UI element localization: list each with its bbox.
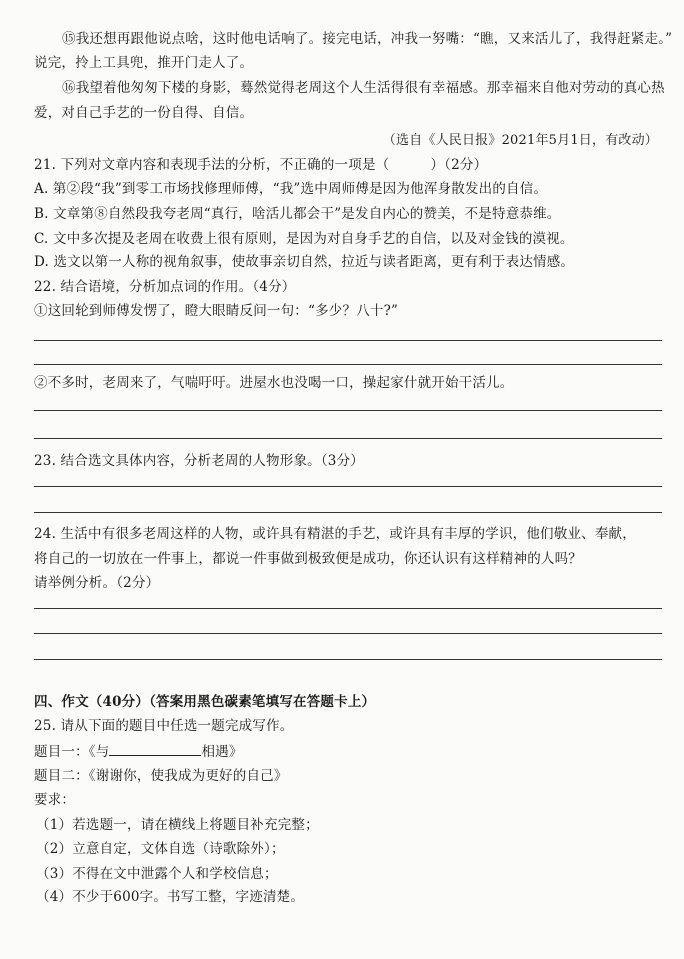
question-23-stem: 23. 结合选文具体内容，分析老周的人物形象。（3分）	[34, 453, 364, 469]
answer-line[interactable]	[34, 438, 662, 439]
question-22-stem: 22. 结合语境，分析加点词的作用。（4分）	[34, 279, 296, 295]
question-22-item-2: ②不多时，老周来了，气喘吁吁。进屋水也没喝一口，操起家什就开始干活儿。	[34, 375, 514, 391]
answer-line[interactable]	[34, 486, 662, 487]
paragraph-16-line-2: 爱，对自己手艺的一份自得、自信。	[34, 105, 254, 121]
requirement-2: （2）立意自定，文体自选（诗歌除外）；	[36, 841, 285, 857]
paragraph-16-line-1: ⑯我望着他匆匆下楼的身影，蓦然觉得老周这个人生活得很有幸福感。那幸福来自他对劳动的真心热	[62, 80, 665, 96]
requirements-label: 要求：	[34, 792, 76, 808]
question-24-line-1: 24. 生活中有很多老周这样的人物，或许具有精湛的手艺，或许具有丰厚的学识，他们敬业、奉献，	[34, 526, 636, 542]
essay-topic-1-suffix: 相遇》	[201, 744, 243, 760]
question-22-item-1: ①这回轮到师傅发愣了，瞪大眼睛反问一句：“多少？八十?”	[34, 303, 399, 319]
paragraph-15-line-1: ⑮我还想再跟他说点啥，这时他电话响了。接完电话，冲我一努嘴：“瞧，又来活儿了，我得赶紧走。”	[62, 31, 673, 47]
requirement-4: （4）不少于600字。书写工整，字迹清楚。	[36, 889, 305, 905]
essay-topic-1	[34, 743, 243, 761]
answer-line[interactable]	[34, 608, 662, 609]
essay-topic-2: 题目二：《谢谢你，使我成为更好的自己》	[34, 768, 288, 784]
question-21-option-b: B. 文章第⑧自然段我夸老周“真行，啥活儿都会干”是发自内心的赞美，不是特意恭维。	[34, 206, 561, 222]
question-24-line-3: 请举例分析。（2分）	[34, 575, 160, 591]
question-21-option-a: A. 第②段“我”到零工市场找修理师傅，“我”选中周师傅是因为他浑身散发出的自信。	[34, 181, 548, 197]
essay-section-heading: 四、作文（40分）（答案用黑色碳素笔填写在答题卡上）	[34, 694, 376, 710]
question-24-line-2: 将自己的一切放在一件事上，都说一件事做到极致便是成功，你还认识有这样精神的人吗？	[34, 551, 582, 567]
requirement-1: （1）若选题一，请在横线上将题目补充完整；	[36, 817, 319, 833]
article-source: （选自《人民日报》2021年5月1日，有改动）	[382, 133, 658, 148]
answer-line[interactable]	[34, 633, 662, 634]
requirement-3: （3）不得在文中泄露个人和学校信息；	[36, 866, 278, 882]
answer-line[interactable]	[34, 659, 662, 660]
answer-line[interactable]	[34, 340, 662, 341]
answer-line[interactable]	[34, 364, 662, 365]
question-21-option-d: D. 选文以第一人称的视角叙事，使故事亲切自然，拉近与读者距离，更有利于表达情感。	[34, 254, 575, 270]
question-21-option-c: C. 文中多次提及老周在收费上很有原则，是因为对自身手艺的自信，以及对金钱的漠视。	[34, 231, 574, 247]
question-25-stem: 25. 请从下面的题目中任选一题完成写作。	[34, 718, 294, 734]
question-21-stem: 21. 下列对文章内容和表现手法的分析，不正确的一项是（ ）（2分）	[34, 157, 488, 173]
answer-line[interactable]	[34, 410, 662, 411]
essay-topic-1-prefix: 题目一：《与	[34, 744, 110, 760]
paragraph-15-line-2: 说完，拎上工具兜，推开门走人了。	[34, 55, 254, 71]
answer-line[interactable]	[34, 512, 662, 513]
essay-topic-1-blank[interactable]	[109, 743, 201, 756]
